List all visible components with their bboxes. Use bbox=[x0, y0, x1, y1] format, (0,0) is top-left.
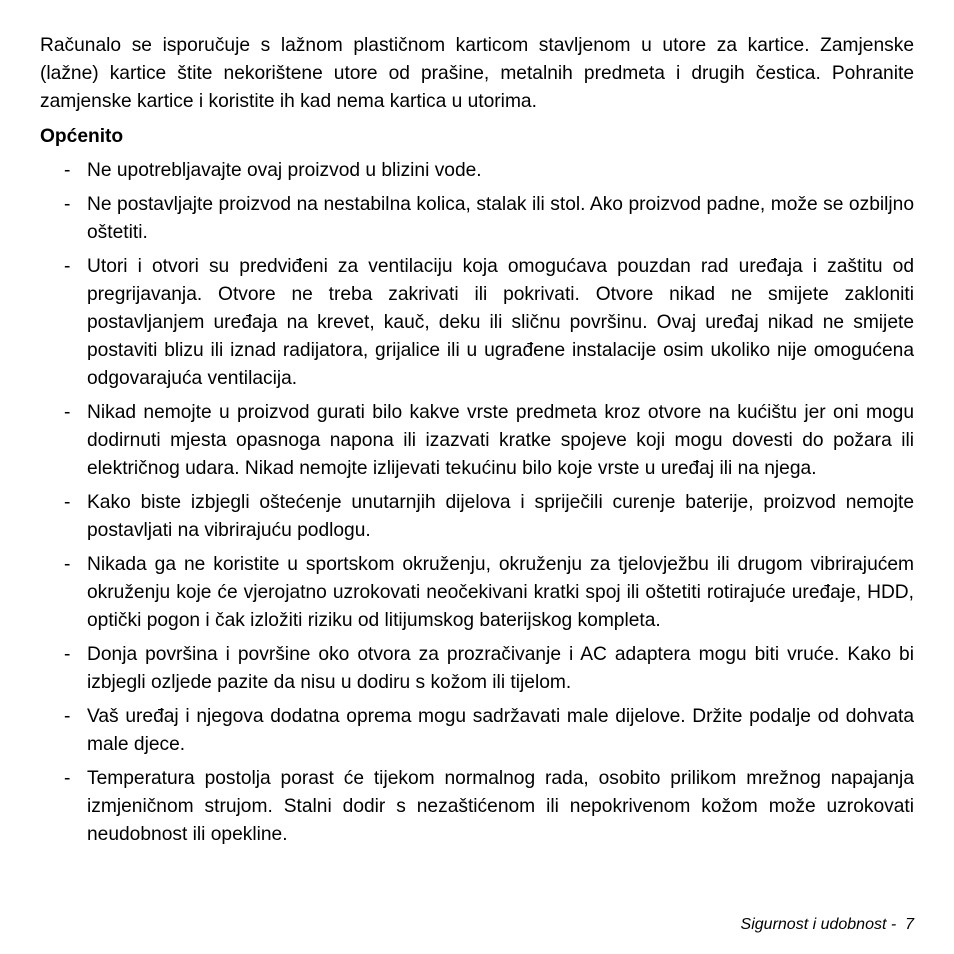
bullet-dash: - bbox=[64, 554, 71, 575]
list-item-text: Kako biste izbjegli oštećenje unutarnjih dijelova i spriječili curenje baterije, proizvod nemojte postavljati na vibrirajuću podlogu. bbox=[87, 492, 914, 541]
bullet-dash: - bbox=[64, 492, 71, 513]
bullet-list bbox=[40, 157, 914, 849]
list-item bbox=[40, 191, 914, 247]
bullet-dash: - bbox=[64, 194, 71, 215]
list-item-text: Utori i otvori su predviđeni za ventilaciju koja omogućava pouzdan rad uređaja i zaštitu od pregrijavanja. Otvore ne treba zakrivati ili pokrivati. Otvore nikad ne smijete zakloniti postavljanjem uređaja na krevet, kauč, deku ili sličnu površinu. Ovaj uređaj nikad ne smijete postaviti blizu ili iznad radijatora, grijalice ili u ugrađene instalacije osim ukoliko nije omogućena odgovarajuća ventilacija. bbox=[87, 256, 914, 389]
footer-separator: - bbox=[886, 916, 906, 933]
list-item-text: Ne postavljajte proizvod na nestabilna kolica, stalak ili stol. Ako proizvod padne, može se ozbiljno oštetiti. bbox=[87, 194, 914, 243]
footer-section-title: Sigurnost i udobnost bbox=[740, 916, 887, 933]
page-footer bbox=[741, 916, 914, 934]
list-item-text: Nikada ga ne koristite u sportskom okruženju, okruženju za tjelovježbu ili drugom vibrirajućem okruženju koje će vjerojatno uzrokovati neočekivani kratki spoj ili oštetiti rotirajuće uređaje, HDD, optički pogon i čak izložiti riziku od litijumskog baterijskog kompleta. bbox=[87, 554, 914, 631]
list-item-text: Ne upotrebljavajte ovaj proizvod u blizini vode. bbox=[87, 160, 482, 181]
bullet-dash: - bbox=[64, 644, 71, 665]
list-item-text: Vaš uređaj i njegova dodatna oprema mogu sadržavati male dijelove. Držite podalje od dohvata male djece. bbox=[87, 706, 914, 755]
bullet-dash: - bbox=[64, 402, 71, 423]
list-item bbox=[40, 641, 914, 697]
list-item bbox=[40, 489, 914, 545]
list-item bbox=[40, 703, 914, 759]
list-item-text: Nikad nemojte u proizvod gurati bilo kakve vrste predmeta kroz otvore na kućištu jer oni mogu dodirnuti mjesta opasnoga napona ili izazvati kratke spojeve koji mogu dovesti do požara ili električnog udara. Nikad nemojte izlijevati tekućinu bilo koje vrste u uređaj ili na njega. bbox=[87, 402, 914, 479]
page-number: 7 bbox=[905, 916, 914, 933]
list-item bbox=[40, 253, 914, 393]
section-heading: Općenito bbox=[40, 126, 124, 147]
list-item bbox=[40, 551, 914, 635]
list-item-text: Temperatura postolja porast će tijekom normalnog rada, osobito prilikom mrežnog napajanja izmjeničnom strujom. Stalni dodir s nezaštićenom ili nepokrivenom kožom može uzrokovati neudobnost ili opekline. bbox=[87, 768, 914, 845]
bullet-dash: - bbox=[64, 256, 71, 277]
intro-paragraph: Računalo se isporučuje s lažnom plastičnom karticom stavljenom u utore za kartice. Zamjenske (lažne) kartice štite nekorištene utore od prašine, metalnih predmeta i drugih čestica. Pohranite zamjenske kartice i koristite ih kad nema kartica u utorima. bbox=[40, 35, 914, 112]
list-item bbox=[40, 157, 914, 185]
list-item bbox=[40, 765, 914, 849]
list-item bbox=[40, 399, 914, 483]
bullet-dash: - bbox=[64, 706, 71, 727]
list-item-text: Donja površina i površine oko otvora za prozračivanje i AC adaptera mogu biti vruće. Kako bi izbjegli ozljede pazite da nisu u dodiru s kožom ili tijelom. bbox=[87, 644, 914, 693]
bullet-dash: - bbox=[64, 160, 71, 181]
document-page bbox=[40, 32, 914, 855]
bullet-dash: - bbox=[64, 768, 71, 789]
